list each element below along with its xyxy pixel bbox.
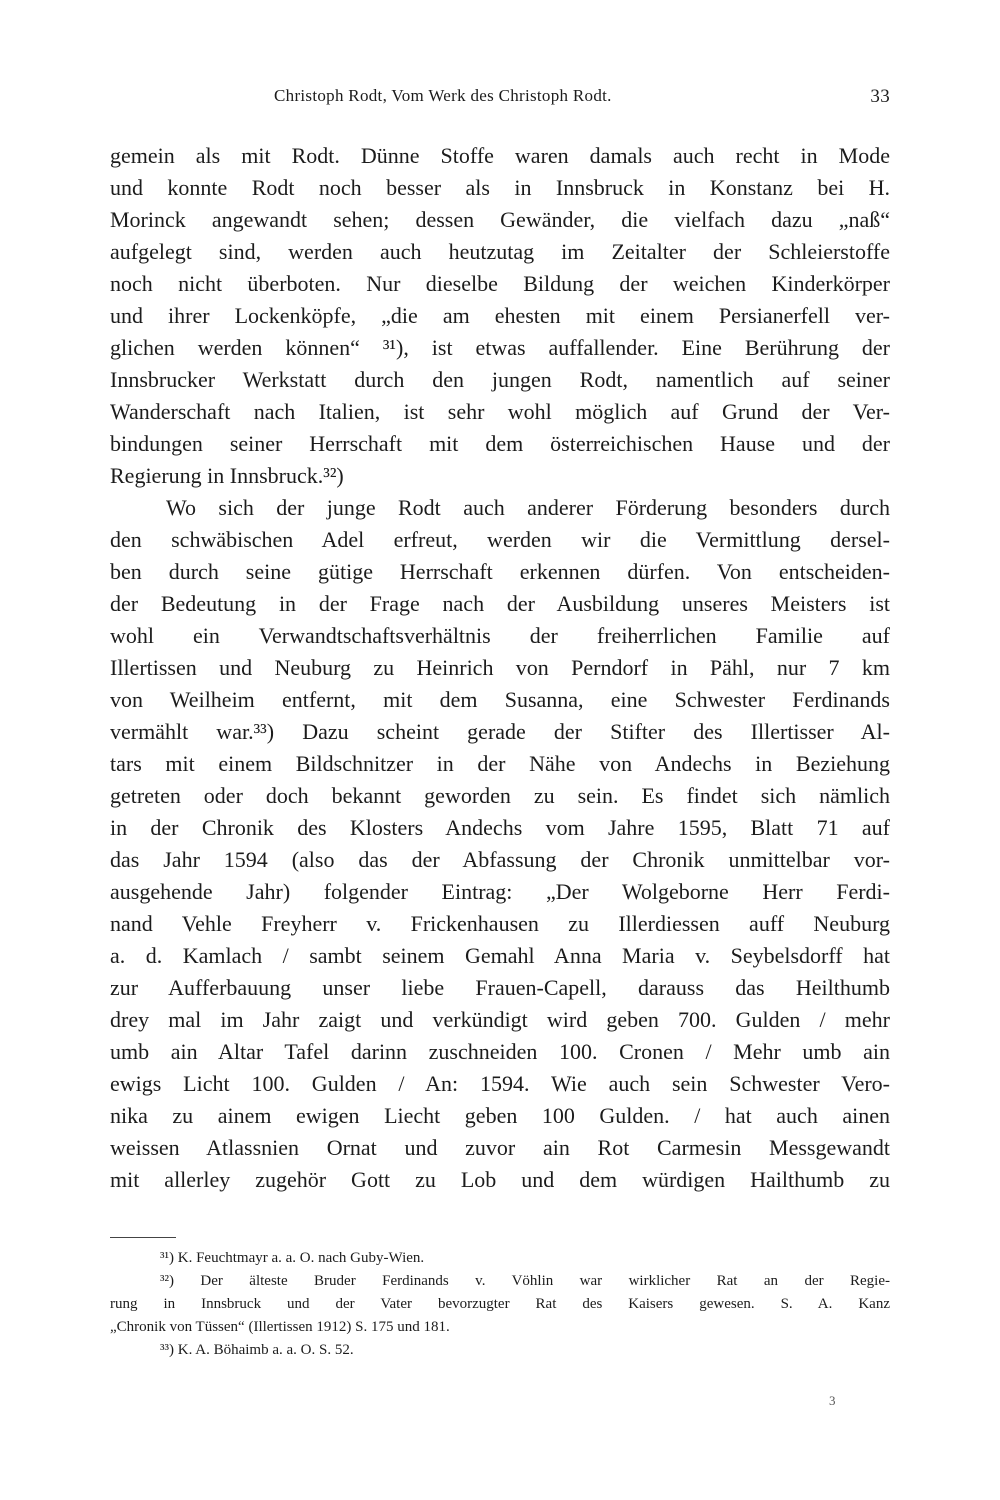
running-title: Christoph Rodt, Vom Werk des Christoph Rodt. [274,86,612,105]
footnote-32-cont: rung in Innsbruck und der Vater bevorzugter Rat des Kaisers gewesen. S. A. Kanz [110,1296,890,1312]
text-line: a. d. Kamlach / sambt seinem Gemahl Anna Maria v. Seybelsdorff hat [110,943,890,968]
text-line: Illertissen und Neuburg zu Heinrich von Perndorf in Pähl, nur 7 km [110,655,890,680]
text-line: vermählt war.³³) Dazu scheint gerade der Stifter des Illertisser Al- [110,719,890,744]
text-line: ben durch seine gütige Herrschaft erkennen dürfen. Von entscheiden- [110,559,890,584]
text-line: den schwäbischen Adel erfreut, werden wir die Vermittlung dersel- [110,527,890,552]
text-line: von Weilheim entfernt, mit dem Susanna, eine Schwester Ferdinands [110,687,890,712]
text-line: glichen werden können“ ³¹), ist etwas auffallender. Eine Berührung der [110,335,890,360]
text-line: in der Chronik des Klosters Andechs vom Jahre 1595, Blatt 71 auf [110,815,890,840]
text-line: und konnte Rodt noch besser als in Innsbruck in Konstanz bei H. [110,175,890,200]
text-line: nika zu ainem ewigen Liecht geben 100 Gulden. / hat auch ainen [110,1103,890,1128]
text-line: getreten oder doch bekannt geworden zu sein. Es findet sich nämlich [110,783,890,808]
text-line: nand Vehle Freyherr v. Frickenhausen zu Illerdiessen auff Neuburg [110,911,890,936]
text-line: aufgelegt sind, werden auch heutzutag im Zeitalter der Schleierstoffe [110,239,890,264]
text-line: noch nicht überboten. Nur dieselbe Bildung der weichen Kinderkörper [110,271,890,296]
text-line: drey mal im Jahr zaigt und verkündigt wird geben 700. Gulden / mehr [110,1007,890,1032]
footnotes [110,1247,890,1362]
text-line: Morinck angewandt sehen; dessen Gewänder, die vielfach dazu „naß“ [110,207,890,232]
paragraph-start: Wo sich der junge Rodt auch anderer Förderung besonders durch [166,495,890,520]
text-line: bindungen seiner Herrschaft mit dem österreichischen Hause und der [110,431,890,456]
text-line: der Bedeutung in der Frage nach der Ausbildung unseres Meisters ist [110,591,890,616]
text-line: Innsbrucker Werkstatt durch den jungen Rodt, namentlich auf seiner [110,367,890,392]
main-text [110,140,890,1196]
text-line: und ihrer Lockenköpfe, „die am ehesten mit einem Persianerfell ver- [110,303,890,328]
footnote-32-cont: „Chronik von Tüssen“ (Illertissen 1912) S. 175 und 181. [110,1319,450,1335]
signature-mark: 3 [829,1393,836,1408]
text-line: tars mit einem Bildschnitzer in der Nähe von Andechs in Beziehung [110,751,890,776]
text-line: umb ain Altar Tafel darinn zuschneiden 100. Cronen / Mehr umb ain [110,1039,890,1064]
text-line: zur Aufferbauung unser liebe Frauen-Capell, darauss das Heilthumb [110,975,890,1000]
footnote-33: ³³) K. A. Böhaimb a. a. O. S. 52. [160,1342,354,1358]
text-line: ewigs Licht 100. Gulden / An: 1594. Wie auch sein Schwester Vero- [110,1071,890,1096]
text-line: Regierung in Innsbruck.³²) [110,463,344,488]
text-line: weissen Atlassnien Ornat und zuvor ain Rot Carmesin Messgewandt [110,1135,890,1160]
text-line: ausgehende Jahr) folgender Eintrag: „Der Wolgeborne Herr Ferdi- [110,879,890,904]
text-line: gemein als mit Rodt. Dünne Stoffe waren damals auch recht in Mode [110,143,890,168]
text-line: Wanderschaft nach Italien, ist sehr wohl möglich auf Grund der Ver- [110,399,890,424]
text-line: mit allerley zugehör Gott zu Lob und dem würdigen Hailthumb zu [110,1167,890,1192]
page-number: 33 [870,86,890,107]
page-header [110,86,890,112]
footnote-divider [110,1237,176,1238]
text-line: wohl ein Verwandtschaftsverhältnis der freiherrlichen Familie auf [110,623,890,648]
footnote-31: ³¹) K. Feuchtmayr a. a. O. nach Guby-Wien. [160,1250,425,1266]
text-line: das Jahr 1594 (also das der Abfassung der Chronik unmittelbar vor- [110,847,890,872]
footnote-32: ³²) Der älteste Bruder Ferdinands v. Vöhlin war wirklicher Rat an der Regie- [160,1273,890,1289]
